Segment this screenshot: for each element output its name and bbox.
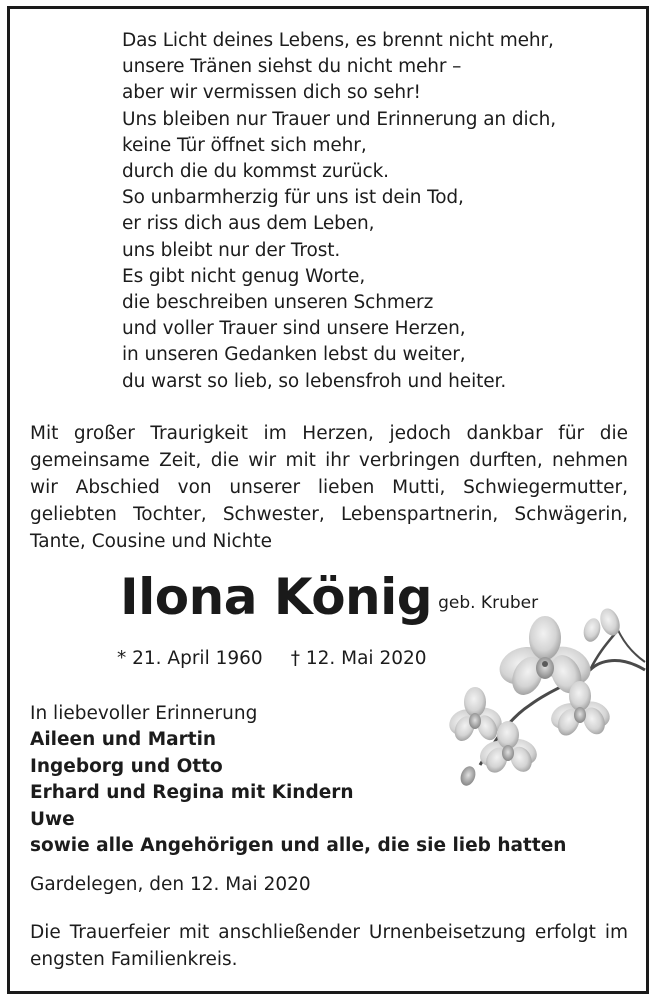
mourners-intro: In liebevoller Erinnerung <box>30 703 258 724</box>
poem-line: die beschreiben unseren Schmerz <box>122 292 434 314</box>
funeral-notice: Die Trauerfeier mit anschließender Urnenbeisetzung erfolgt im engsten Familienkreis. <box>30 922 628 970</box>
intro-paragraph: Mit großer Traurigkeit im Herzen, jedoch dankbar für die gemeinsame Zeit, die wir mit ihr verbringen durften, nehmen wir Abschied von unserer lieben Mutti, Schwiegermutter, geliebten Tochter, Schwester, Lebenspartnerin, Schwägerin, Tante, Cousine und Nichte <box>30 423 628 552</box>
poem-line: keine Tür öffnet sich mehr, <box>122 134 367 156</box>
birth-date: * 21. April 1960 <box>117 648 263 669</box>
poem-line: Es gibt nicht genug Worte, <box>122 265 366 287</box>
death-date: † 12. Mai 2020 <box>290 648 427 669</box>
place-and-date: Gardelegen, den 12. Mai 2020 <box>30 874 311 895</box>
mourner-name: Uwe <box>30 808 75 830</box>
poem-line: in unseren Gedanken lebst du weiter, <box>122 344 466 366</box>
poem-line: durch die du kommst zurück. <box>122 161 389 183</box>
poem-line: Das Licht deines Lebens, es brennt nicht mehr, <box>122 30 554 51</box>
poem-line: du warst so lieb, so lebensfroh und heiter. <box>122 370 507 392</box>
poem-line: er riss dich aus dem Leben, <box>122 213 375 235</box>
deceased-name: Ilona König <box>120 568 433 626</box>
life-dates <box>117 648 427 669</box>
poem-line: unsere Tränen siehst du nicht mehr – <box>122 56 462 78</box>
poem-line: und voller Trauer sind unsere Herzen, <box>122 318 466 340</box>
mourner-name: Ingeborg und Otto <box>30 755 223 777</box>
poem <box>122 28 602 395</box>
poem-line: uns bleibt nur der Trost. <box>122 239 341 261</box>
poem-line: aber wir vermissen dich so sehr! <box>122 82 421 104</box>
mourner-name: sowie alle Angehörigen und alle, die sie lieb hatten <box>30 835 567 857</box>
mourner-name: Aileen und Martin <box>30 729 217 751</box>
maiden-name: geb. Kruber <box>438 593 539 613</box>
poem-line: So unbarmherzig für uns ist dein Tod, <box>122 187 464 209</box>
mourners-list <box>30 701 566 859</box>
poem-line: Uns bleiben nur Trauer und Erinnerung an dich, <box>122 108 556 130</box>
mourner-name: Erhard und Regina mit Kindern <box>30 782 354 804</box>
